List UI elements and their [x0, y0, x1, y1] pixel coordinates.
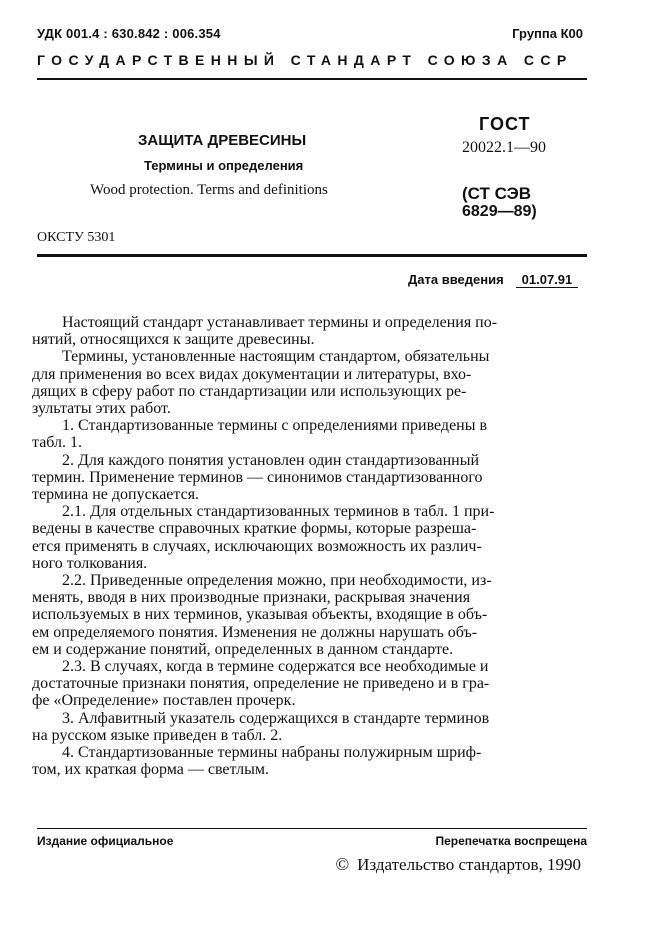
copyright-text: Издательство стандартов, 1990: [357, 855, 581, 874]
paragraph-2-3: [32, 658, 586, 710]
header-rule: [37, 78, 587, 80]
text-line: дящих в сферу работ по стандартизации или использующих ре-: [32, 382, 467, 400]
text-line: Термины, установленные настоящим стандартом, обязательны: [62, 348, 490, 366]
okstu-code: ОКСТУ 5301: [37, 230, 116, 245]
text-line: термин. Применение терминов — синонимов стандартизованного: [32, 468, 483, 486]
paragraph-obligation: [32, 348, 586, 418]
text-line: на русском языке приведен в табл. 2.: [32, 726, 283, 744]
reprint-prohibited-label: Перепечатка воспрещена: [435, 834, 587, 848]
document-title: ЗАЩИТА ДРЕВЕСИНЫ: [138, 132, 307, 149]
text-line: том, их краткая форма — светлым.: [32, 761, 269, 779]
paragraph-2-1: [32, 503, 586, 572]
text-line: термина не допускается.: [32, 486, 200, 504]
text-line: нятий, относящихся к защите древесины.: [32, 331, 315, 349]
paragraph-4: [32, 744, 586, 779]
state-standard-heading: ГОСУДАРСТВЕННЫЙ СТАНДАРТ СОЮЗА ССР: [37, 52, 573, 68]
text-line: ем определяемого понятия. Изменения не должны нарушать объ-: [32, 623, 478, 641]
text-line: 4. Стандартизованные термины набраны полужирным шриф-: [62, 744, 482, 762]
english-title: Wood protection. Terms and definitions: [90, 182, 328, 198]
text-line: 2.3. В случаях, когда в термине содержатся все необходимые и: [62, 658, 489, 676]
text-line: менять, вводя в них производные признаки, раскрывая значения: [32, 589, 471, 607]
group-code: Группа К00: [512, 26, 583, 41]
title-rule: [37, 254, 587, 257]
text-line: для применения во всех видах документации и литературы, вхо-: [32, 365, 472, 383]
paragraph-2: [32, 451, 586, 504]
text-line: 2.1. Для отдельных стандартизованных терминов в табл. 1 при-: [62, 503, 495, 521]
text-line: 2. Для каждого понятия установлен один стандартизованный: [62, 451, 480, 469]
text-line: фе «Определение» поставлен прочерк.: [32, 692, 296, 710]
footer-rule: [37, 828, 587, 829]
paragraph-2-2: [32, 572, 586, 658]
gost-label: ГОСТ: [479, 114, 531, 134]
copyright-line: [335, 854, 581, 875]
official-edition-label: Издание официальное: [37, 834, 174, 848]
introduction-date-label: Дата введения: [408, 272, 504, 287]
text-line: ем и содержание понятий, определенных в данном стандарте.: [32, 640, 454, 658]
text-line: 2.2. Приведенные определения можно, при необходимости, из-: [62, 572, 492, 590]
udk-code: УДК 001.4 : 630.842 : 006.354: [37, 26, 221, 41]
paragraph-scope: [32, 314, 586, 349]
introduction-date-value: 01.07.91: [516, 272, 579, 288]
gost-number: 20022.1—90: [462, 139, 546, 156]
introduction-date: [408, 272, 578, 287]
paragraph-1: [32, 417, 586, 452]
text-line: ется применять в случаях, исключающих возможность их различ-: [32, 537, 482, 555]
document-subtitle: Термины и определения: [144, 158, 304, 173]
copyright-icon: ©: [335, 854, 350, 874]
text-line: табл. 1.: [32, 434, 83, 452]
text-line: достаточные признаки понятия, определение не приведено и в гра-: [32, 675, 490, 693]
paragraph-3: [32, 709, 586, 744]
text-line: ного толкования.: [32, 554, 148, 572]
text-line: Настоящий стандарт устанавливает термины и определения по-: [62, 314, 498, 331]
text-line: 3. Алфавитный указатель содержащихся в стандарте терминов: [62, 709, 490, 727]
document-body: [32, 314, 586, 779]
st-sev-number: 6829—89): [462, 203, 537, 220]
text-line: ведены в качестве справочных краткие формы, которые разреша-: [32, 520, 477, 538]
text-line: используемых в них терминов, указывая объекты, входящие в объ-: [32, 606, 488, 624]
text-line: 1. Стандартизованные термины с определениями приведены в: [62, 417, 488, 435]
st-sev-label: (СТ СЭВ: [462, 184, 532, 203]
text-line: зультаты этих работ.: [32, 400, 171, 418]
